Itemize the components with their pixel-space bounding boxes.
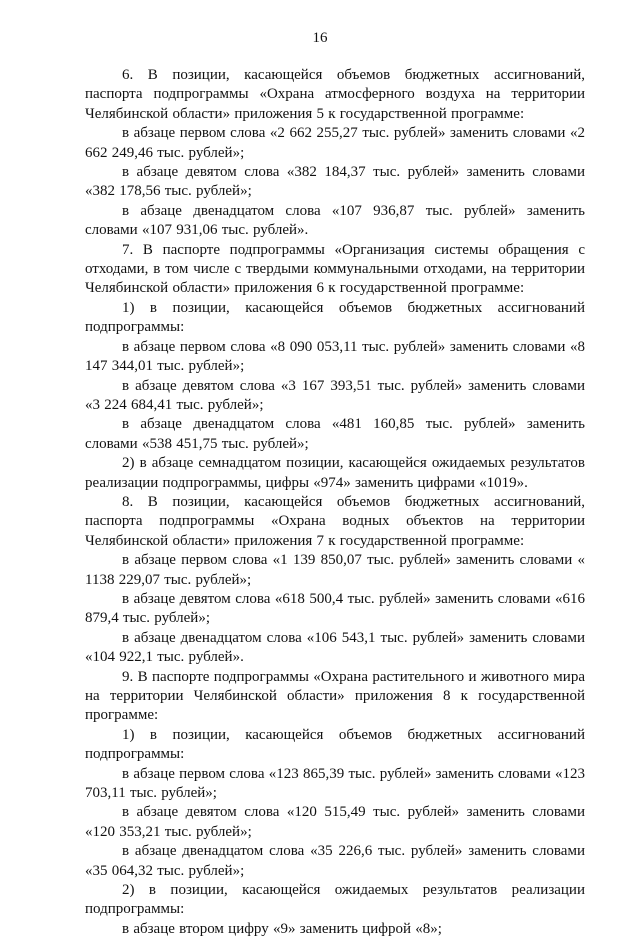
paragraph: в абзаце втором цифру «9» заменить цифрой «8»; [122, 920, 442, 937]
paragraph: в абзаце девятом слова «3 167 393,51 тыс. рублей» заменить словами «3 224 684,41 тыс. рублей»; [85, 377, 585, 413]
paragraph: 1) в позиции, касающейся объемов бюджетных ассигнований подпрограммы: [85, 299, 585, 336]
paragraph: в абзаце девятом слова «618 500,4 тыс. рублей» заменить словами «616 879,4 тыс. рублей»; [85, 590, 585, 627]
page-number: 16 [312, 30, 328, 46]
paragraph-7-heading: 7. В паспорте подпрограммы «Организация системы обращения с отходами, в том числе с твердыми коммунальными отходами, на территории Челябинской области» приложения 6 к государственной программе: [85, 241, 585, 297]
paragraph: в абзаце девятом слова «120 515,49 тыс. рублей» заменить словами «120 353,21 тыс. рублей»; [85, 804, 585, 840]
paragraph: в абзаце первом слова «123 865,39 тыс. рублей» заменить словами «123 703,11 тыс. рублей»; [85, 765, 585, 802]
paragraph: в абзаце первом слова «2 662 255,27 тыс. рублей» заменить словами «2 662 249,46 тыс. рублей»; [85, 125, 585, 161]
paragraph: в абзаце первом слова «8 090 053,11 тыс. рублей» заменить словами «8 147 344,01 тыс. рублей»; [85, 338, 585, 375]
paragraph-8-heading: 8. В позиции, касающейся объемов бюджетных ассигнований, паспорта подпрограммы «Охрана водных объектов на территории Челябинской области» приложения 7 к государственной программе: [85, 493, 585, 549]
paragraph: в абзаце двенадцатом слова «107 936,87 тыс. рублей» заменить словами «107 931,06 тыс. рублей». [85, 202, 585, 239]
paragraph: 2) в абзаце семнадцатом позиции, касающейся ожидаемых результатов реализации подпрограммы, цифры «974» заменить цифрами «1019». [85, 455, 585, 491]
paragraph: в абзаце двенадцатом слова «35 226,6 тыс. рублей» заменить словами «35 064,32 тыс. рублей»; [85, 843, 585, 879]
paragraph: 2) в позиции, касающейся ожидаемых результатов реализации подпрограммы: [85, 882, 585, 918]
paragraph-9-heading: 9. В паспорте подпрограммы «Охрана растительного и животного мира на территории Челябинской области» приложения 8 к государственной программе: [85, 668, 585, 724]
paragraph: в абзаце первом слова «1 139 850,07 тыс. рублей» заменить словами « 1138 229,07 тыс. рублей»; [85, 552, 585, 588]
document-body [85, 66, 585, 939]
paragraph: в абзаце девятом слова «382 184,37 тыс. рублей» заменить словами «382 178,56 тыс. рублей»; [85, 164, 585, 200]
paragraph: в абзаце двенадцатом слова «106 543,1 тыс. рублей» заменить словами «104 922,1 тыс. рублей». [85, 629, 585, 666]
paragraph: 1) в позиции, касающейся объемов бюджетных ассигнований подпрограммы: [85, 726, 585, 763]
paragraph: в абзаце двенадцатом слова «481 160,85 тыс. рублей» заменить словами «538 451,75 тыс. рублей»; [85, 416, 585, 452]
paragraph-6-heading: 6. В позиции, касающейся объемов бюджетных ассигнований, паспорта подпрограммы «Охрана атмосферного воздуха на территории Челябинской области» приложения 5 к государственной программе: [85, 67, 585, 122]
